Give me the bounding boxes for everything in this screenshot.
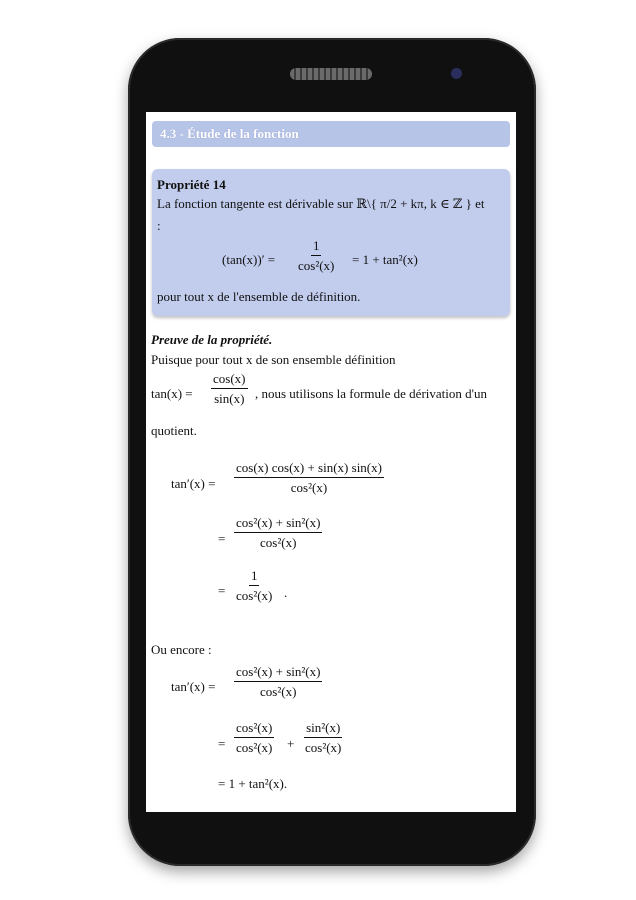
section-header: 4.3 - Étude de la fonction (152, 121, 510, 147)
fraction-numerator: 1 (249, 568, 260, 586)
property-formula-rhs: = 1 + tan²(x) (352, 252, 418, 267)
fraction-numerator: cos²(x) + sin²(x) (234, 664, 322, 682)
eq1-lhs: tan′(x) = (171, 476, 216, 491)
eq5-fraction-a (234, 720, 274, 755)
eq6: = 1 + tan²(x). (218, 776, 288, 791)
proof-line1: Puisque pour tout x de son ensemble définition (151, 352, 396, 367)
fraction-denominator: cos²(x) (236, 740, 273, 755)
eq4-lhs: tan′(x) = (171, 679, 216, 694)
fraction-numerator: cos²(x) + sin²(x) (234, 515, 322, 533)
ou-encore: Ou encore : (151, 642, 212, 657)
phone-screen[interactable] (146, 112, 516, 812)
proof-tan-lhs: tan(x) = (151, 386, 193, 401)
property-title: Propriété 14 (157, 177, 226, 192)
proof-line3: quotient. (151, 423, 197, 438)
eq3-fraction (234, 568, 274, 603)
property-text-line1: La fonction tangente est dérivable sur ℝ\{ π/2 + kπ, k ∈ ℤ } et (157, 196, 485, 211)
eq3-period: . (284, 585, 288, 600)
eq5-equals: = (218, 736, 226, 751)
eq5-fraction-b (303, 720, 343, 755)
fraction-numerator: cos(x) cos(x) + sin(x) sin(x) (234, 460, 384, 478)
fraction-numerator: cos²(x) (234, 720, 274, 738)
eq1-fraction (234, 460, 384, 495)
fraction-denominator: sin(x) (214, 391, 245, 406)
fraction-denominator: cos²(x) (290, 480, 328, 495)
fraction-numerator: 1 (311, 238, 322, 256)
eq2-fraction (234, 515, 322, 550)
proof-tan-fraction (211, 371, 248, 406)
fraction-denominator: cos²(x) (260, 684, 297, 699)
fraction-denominator: cos²(x) (305, 740, 342, 755)
eq4-fraction (234, 664, 322, 699)
property-text-line1-cont: : (157, 218, 161, 233)
fraction-numerator: sin²(x) (304, 720, 342, 738)
fraction-denominator: cos²(x) (260, 535, 297, 550)
phone-bottom-bezel (146, 812, 516, 822)
proof-tan-text: , nous utilisons la formule de dérivation d'un (255, 386, 487, 401)
phone-camera (451, 68, 462, 79)
eq2-equals: = (218, 531, 226, 546)
eq5-plus: + (287, 736, 295, 751)
property-formula-fraction (296, 238, 336, 273)
fraction-denominator: cos²(x) (236, 588, 273, 603)
phone-speaker (290, 68, 372, 80)
eq3-equals: = (218, 583, 226, 598)
proof-title: Preuve de la propriété. (151, 332, 273, 347)
property-formula-lhs: (tan(x))′ = (222, 252, 276, 267)
fraction-numerator: cos(x) (211, 371, 248, 389)
property-text-line2: pour tout x de l'ensemble de définition. (157, 289, 361, 304)
fraction-denominator: cos²(x) (298, 258, 335, 273)
